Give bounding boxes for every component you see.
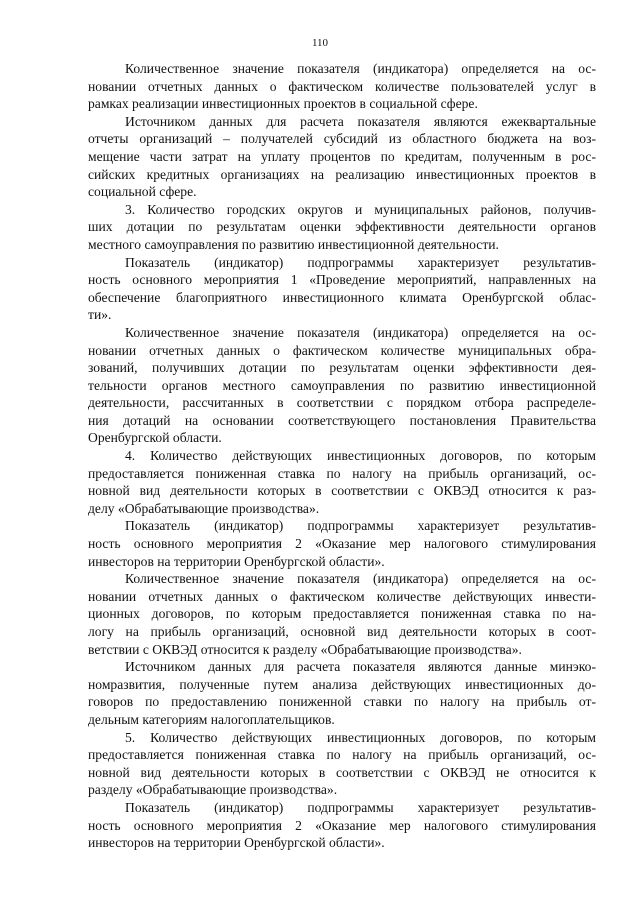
text-line: Источником данных для расчета показателя являются данные минэко-	[125, 659, 596, 675]
text-line: ционных договоров, по которым предоставляется пониженная ставка по на-	[88, 606, 596, 622]
text-line: Оренбургской области.	[88, 430, 222, 446]
text-line: 3. Количество городских округов и муниципальных районов, получив-	[125, 201, 596, 217]
text-line: ность основного мероприятия 2 «Оказание мер налогового стимулирования	[88, 536, 596, 552]
text-line: Показатель (индикатор) подпрограммы характеризует результатив-	[125, 254, 596, 270]
paragraph	[88, 201, 596, 254]
text-line: предоставляется пониженная ставка по налогу на прибыль организаций, ос-	[88, 465, 596, 481]
text-line: зований, получивших дотации по результатам оценки эффективности дея-	[88, 360, 596, 376]
text-line: номразвития, полученные путем анализа действующих инвестиционных до-	[88, 676, 596, 692]
text-line: Количественное значение показателя (индикатора) определяется на ос-	[125, 571, 596, 587]
text-line: 5. Количество действующих инвестиционных договоров, по которым	[125, 729, 596, 745]
text-line: рамках реализации инвестиционных проектов в социальной сфере.	[88, 96, 478, 112]
text-line: новании отчетных данных о фактическом количестве действующих инвести-	[88, 588, 596, 604]
paragraph	[88, 799, 596, 852]
text-line: инвесторов на территории Оренбургской области».	[88, 835, 385, 851]
text-line: делу «Обрабатывающие производства».	[88, 500, 320, 516]
text-line: новной вид деятельности которых в соответствии с ОКВЭД относится к раз-	[88, 483, 596, 499]
paragraph	[88, 60, 596, 113]
text-line: обеспечение благоприятного инвестиционного климата Оренбургской облас-	[88, 289, 596, 305]
text-line: ность основного мероприятия 1 «Проведение мероприятий, направленных на	[88, 272, 596, 288]
text-line: предоставляется пониженная ставка по налогу на прибыль организаций, ос-	[88, 747, 596, 763]
text-line: разделу «Обрабатывающие производства».	[88, 782, 338, 798]
text-line: ветствии с ОКВЭД относится к разделу «Обрабатывающие производства».	[88, 641, 522, 657]
paragraph	[88, 658, 596, 728]
document-body	[88, 60, 596, 852]
text-line: новании отчетных данных о фактическом количестве муниципальных обра-	[88, 342, 596, 358]
text-line: Количественное значение показателя (индикатора) определяется на ос-	[125, 324, 596, 340]
text-line: ших дотации по результатам оценки эффективности деятельности органов	[88, 219, 596, 235]
paragraph	[88, 729, 596, 799]
text-line: отчеты организаций – получателей субсидий из областного бюджета на воз-	[88, 131, 596, 147]
paragraph	[88, 254, 596, 324]
paragraph	[88, 570, 596, 658]
text-line: тельности органов местного самоуправления по развитию инвестиционной	[88, 377, 596, 393]
text-line: Показатель (индикатор) подпрограммы характеризует результатив-	[125, 518, 596, 534]
text-line: ность основного мероприятия 2 «Оказание мер налогового стимулирования	[88, 817, 596, 833]
text-line: ния дотаций на основании соответствующего постановления Правительства	[88, 412, 596, 428]
text-line: логу на прибыль организаций, основной вид деятельности которых в соот-	[88, 624, 596, 639]
text-line: ти».	[88, 307, 112, 323]
text-line: новании отчетных данных о фактическом количестве пользователей услуг в	[88, 78, 596, 94]
text-line: социальной сфере.	[88, 184, 197, 200]
text-line: дельным категориям налогоплательщиков.	[88, 711, 335, 727]
text-line: Источником данных для расчета показателя являются ежеквартальные	[125, 113, 596, 129]
text-line: инвесторов на территории Оренбургской области».	[88, 553, 385, 569]
paragraph	[88, 113, 596, 201]
paragraph	[88, 447, 596, 517]
text-line: новной вид деятельности которых в соответствии с ОКВЭД не относится к	[88, 764, 596, 780]
page-number: 110	[311, 37, 329, 49]
text-line: сийских кредитных организациях на реализацию инвестиционных проектов в	[88, 166, 596, 182]
text-line: 4. Количество действующих инвестиционных договоров, по которым	[125, 448, 596, 464]
paragraph	[88, 517, 596, 570]
paragraph	[88, 324, 596, 447]
text-line: Показатель (индикатор) подпрограммы характеризует результатив-	[125, 799, 596, 815]
text-line: Количественное значение показателя (индикатора) определяется на ос-	[125, 61, 596, 76]
text-line: местного самоуправления по развитию инвестиционной деятельности.	[88, 236, 499, 252]
text-line: деятельности, рассчитанных в соответствии с порядком отбора распределе-	[88, 395, 596, 411]
text-line: говоров по предоставлению пониженной ставки по налогу на прибыль от-	[88, 694, 596, 710]
text-line: мещение части затрат на уплату процентов по кредитам, полученным в рос-	[88, 148, 596, 164]
